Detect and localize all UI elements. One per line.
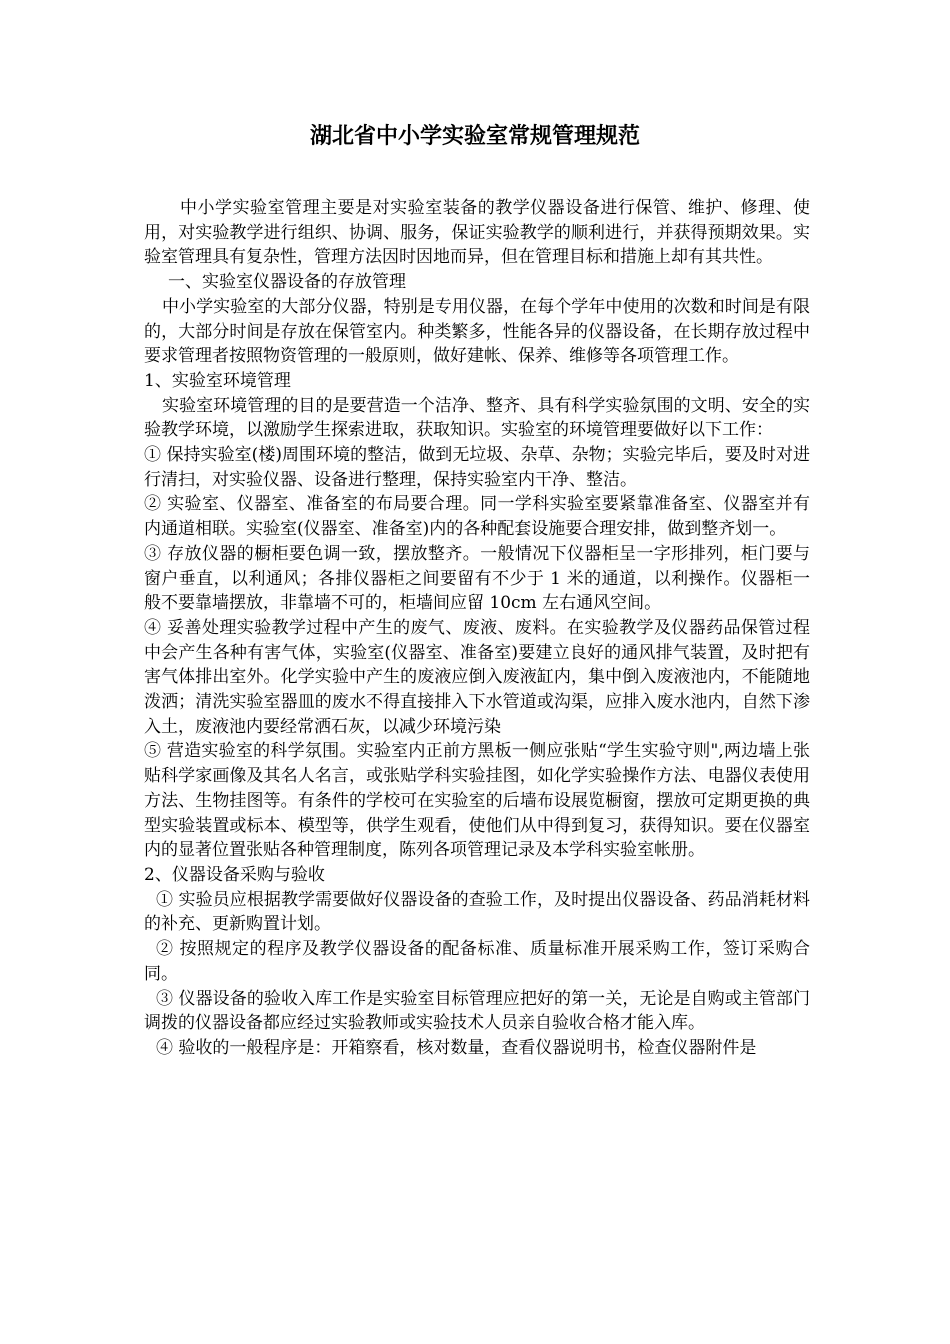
paragraph-storage: 中小学实验室的大部分仪器，特别是专用仪器，在每个学年中使用的次数和时间是有限的，大部分时间是存放在保管室内。种类繁多，性能各异的仪器设备，在长期存放过程中要求管理者按照物资管理的一般原则，做好建帐、保养、维修等各项管理工作。 [144, 296, 810, 367]
list-item-env-3: ③ 存放仪器的橱柜要色调一致，摆放整齐。一般情况下仪器柜呈一字形排列，柜门要与窗户垂直，以利通风；各排仪器柜之间要留有不少于 1 米的通道，以利操作。仪器柜一般不要靠墙摆放，非靠墙不可的，柜墙间应留 10cm 左右通风空间。 [144, 543, 810, 614]
subsection-heading-procurement: 2、仪器设备采购与验收 [144, 864, 325, 885]
list-item-proc-4: ④ 验收的一般程序是：开箱察看，核对数量，查看仪器说明书，检查仪器附件是 [156, 1037, 757, 1058]
list-item-env-1: ① 保持实验室(楼)周围环境的整洁，做到无垃圾、杂草、杂物；实验完毕后，要及时对进行清扫，对实验仪器、设备进行整理，保持实验室内干净、整洁。 [144, 445, 810, 490]
list-item-proc-2: ② 按照规定的程序及教学仪器设备的配备标准、质量标准开展采购工作，签订采购合同。 [144, 939, 810, 984]
list-item-proc-1: ① 实验员应根据教学需要做好仪器设备的查验工作，及时提出仪器设备、药品消耗材料的补充、更新购置计划。 [144, 889, 810, 935]
subsection-heading-environment: 1、实验室环境管理 [144, 370, 291, 391]
document-title: 湖北省中小学实验室常规管理规范 [309, 123, 640, 149]
paragraph-intro: 中小学实验室管理主要是对实验室装备的教学仪器设备进行保管、维护、修理、使用，对实验教学进行组织、协调、服务，保证实验教学的顺利进行，并获得预期效果。实验室管理具有复杂性，管理方法因时因地而异，但在管理目标和措施上却有其共性。 [144, 198, 810, 268]
section-heading-storage: 一、实验室仪器设备的存放管理 [168, 272, 406, 293]
document-body [144, 196, 810, 1061]
paragraph-environment: 实验室环境管理的目的是要营造一个洁净、整齐、具有科学实验氛围的文明、安全的实验教学环境，以激励学生探索进取，获取知识。实验室的环境管理要做好以下工作： [144, 395, 810, 441]
list-item-env-4: ④ 妥善处理实验教学过程中产生的废气、废液、废料。在实验教学及仪器药品保管过程中会产生各种有害气体，实验室(仪器室、准备室)要建立良好的通风排气装置，及时把有害气体排出室外。化学实验中产生的废液应倒入废液缸内，集中倒入废液池内，不能随地泼洒；清洗实验室器皿的废水不得直接排入下水管道或沟渠，应排入废水池内，自然下渗入土，废液池内要经常洒石灰，以减少环境污染 [144, 617, 810, 737]
list-item-proc-3: ③ 仪器设备的验收入库工作是实验室目标管理应把好的第一关，无论是自购或主管部门调拨的仪器设备都应经过实验教师或实验技术人员亲自验收合格才能入库。 [144, 988, 810, 1034]
list-item-env-5: ⑤ 营造实验室的科学氛围。实验室内正前方黑板一侧应张贴“学生实验守则",两边墙上张贴科学家画像及其名人名言，或张贴学科实验挂图，如化学实验操作方法、电器仪表使用方法、生物挂图等。有条件的学校可在实验室的后墙布设展览橱窗，摆放可定期更换的典型实验装置或标本、模型等，供学生观看，使他们从中得到复习，获得知识。要在仪器室内的显著位置张贴各种管理制度，陈列各项管理记录及本学科实验室帐册。 [144, 741, 810, 861]
list-item-env-2: ② 实验室、仪器室、准备室的布局要合理。同一学科实验室要紧靠准备室、仪器室并有内通道相联。实验室(仪器室、准备室)内的各种配套设施要合理安排，做到整齐划一。 [144, 494, 810, 540]
